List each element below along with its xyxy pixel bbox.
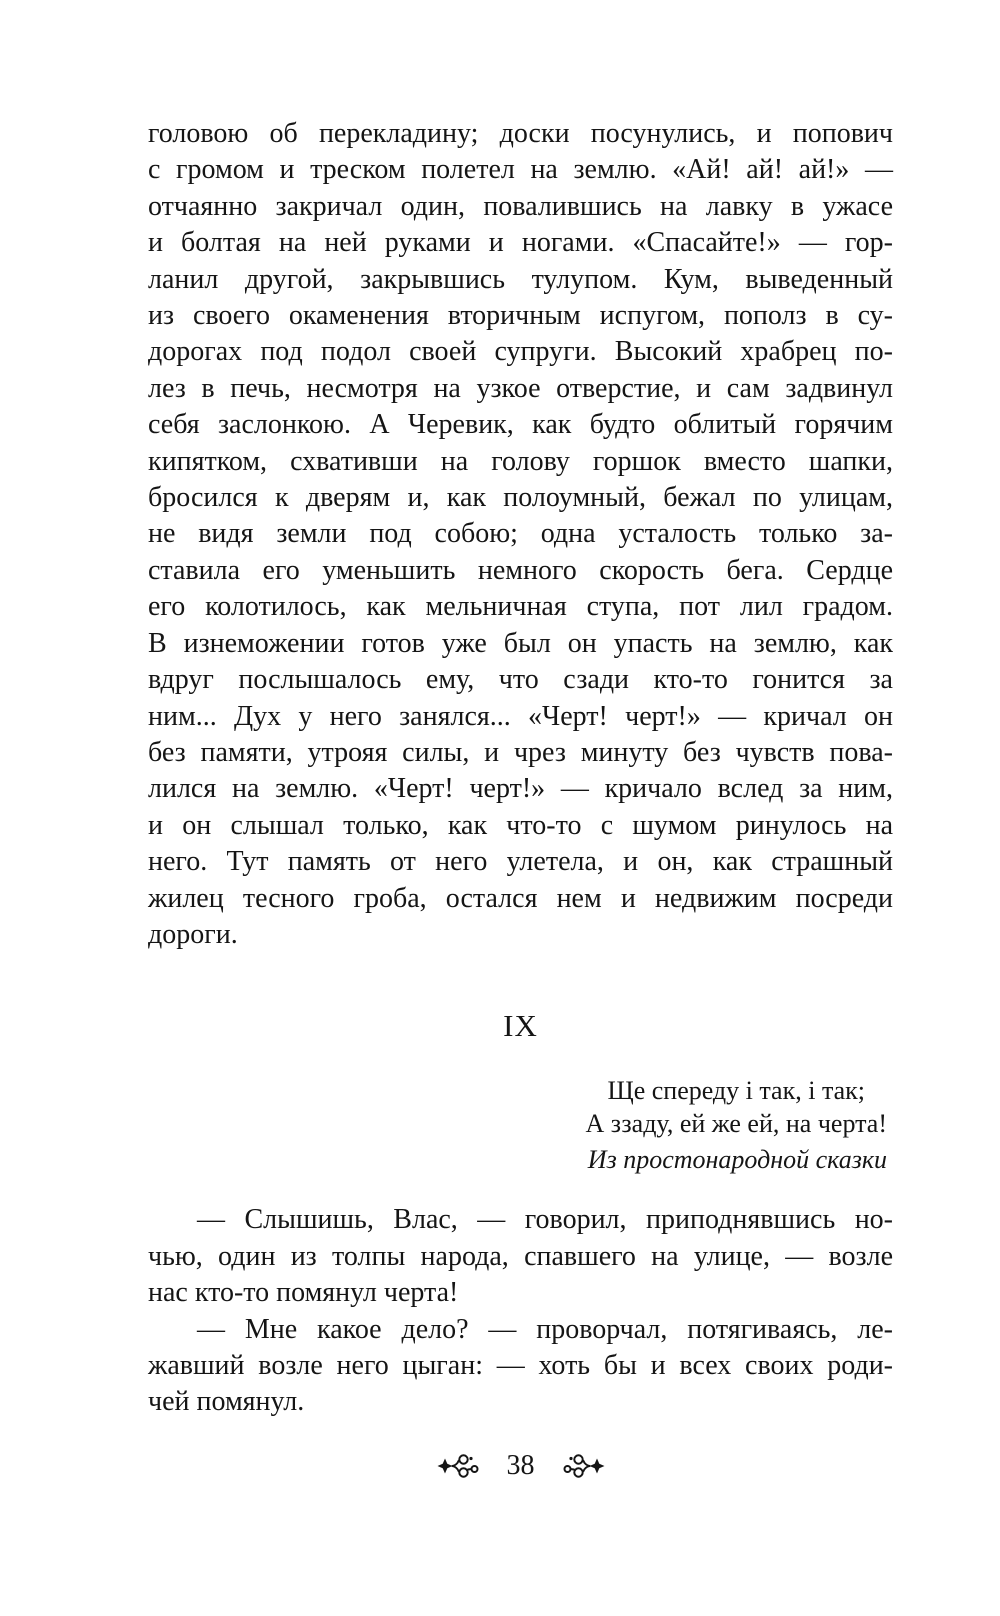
fleuron-left-icon	[437, 1452, 487, 1480]
text-line: ним... Дух у него занялся... «Черт! черт!» — кричал он	[148, 700, 893, 732]
chapter-heading: IX	[503, 1008, 538, 1044]
text-line: кипятком, схвативши на голову горшок вместо шапки,	[148, 445, 893, 477]
text-line: — Мне какое дело? — проворчал, потягиваясь, ле-	[197, 1313, 893, 1345]
page-footer	[148, 1451, 893, 1481]
text-line: чей помянул.	[148, 1386, 305, 1418]
text-line: него. Тут память от него улетела, и он, как страшный	[148, 846, 893, 878]
text-line: жавший возле него цыган: — хоть бы и всех своих роди-	[148, 1349, 893, 1381]
text-line: себя заслонкою. А Черевик, как будто облитый горячим	[148, 409, 893, 441]
text-line: его колотилось, как мельничная ступа, пот лил градом.	[148, 591, 893, 623]
text-line: А ззаду, ей же ей, на черта!	[585, 1109, 887, 1139]
text-line: головою об перекладину; доски посунулись, и попович	[148, 118, 893, 149]
text-line: дороги.	[148, 918, 238, 950]
page-number: 38	[506, 1449, 535, 1481]
text-line: отчаянно закричал один, повалившись на лавку в ужасе	[148, 190, 893, 222]
text-line: и он слышал только, как что-то с шумом ринулось на	[148, 809, 893, 841]
text-line: без памяти, утрояя силы, и чрез минуту без чувств пова-	[148, 736, 893, 768]
text-line: и болтая на ней руками и ногами. «Спасайте!» — гор-	[148, 227, 893, 259]
text-line: лился на землю. «Черт! черт!» — кричало вслед за ним,	[148, 773, 893, 805]
epigraph	[148, 1074, 893, 1176]
text-line: вдруг послышалось ему, что сзади кто-то гонится за	[148, 664, 893, 696]
text-line: чью, один из толпы народа, спавшего на улице, — возле	[148, 1240, 893, 1272]
paragraph-main	[148, 116, 893, 953]
epigraph-attribution: Из простонародной сказки	[587, 1145, 887, 1175]
text-line: Ще спереду і так, і так;	[607, 1076, 866, 1106]
text-line: ставила его уменьшить немного скорость бега. Сердце	[148, 554, 893, 586]
text-line: — Слышишь, Влас, — говорил, приподнявшись но-	[197, 1204, 893, 1236]
text-line: В изнеможении готов уже был он упасть на землю, как	[148, 627, 893, 659]
epigraph-verse	[586, 1074, 887, 1140]
text-line: жилец тесного гроба, остался нем и недвижим посреди	[148, 882, 893, 914]
paragraph-dialogue-2	[148, 1312, 893, 1421]
text-line: лез в печь, несмотря на узкое отверстие, и сам задвинул	[148, 372, 893, 404]
text-line: дорогах под подол своей супруги. Высокий храбрец по-	[148, 336, 893, 368]
text-line: бросился к дверям и, как полоумный, бежал по улицам,	[148, 482, 893, 514]
fleuron-right-icon	[555, 1452, 605, 1480]
text-line: ланил другой, закрывшись тулупом. Кум, выведенный	[148, 263, 893, 295]
dialogue-section	[148, 1202, 893, 1420]
text-line: с громом и треском полетел на землю. «Ай! ай! ай!» —	[148, 154, 893, 186]
text-line: не видя земли под собою; одна усталость только за-	[148, 518, 893, 550]
text-line: нас кто-то помянул черта!	[148, 1277, 459, 1309]
text-line: из своего окаменения вторичным испугом, пополз в су-	[148, 300, 893, 332]
paragraph-dialogue-1	[148, 1202, 893, 1311]
